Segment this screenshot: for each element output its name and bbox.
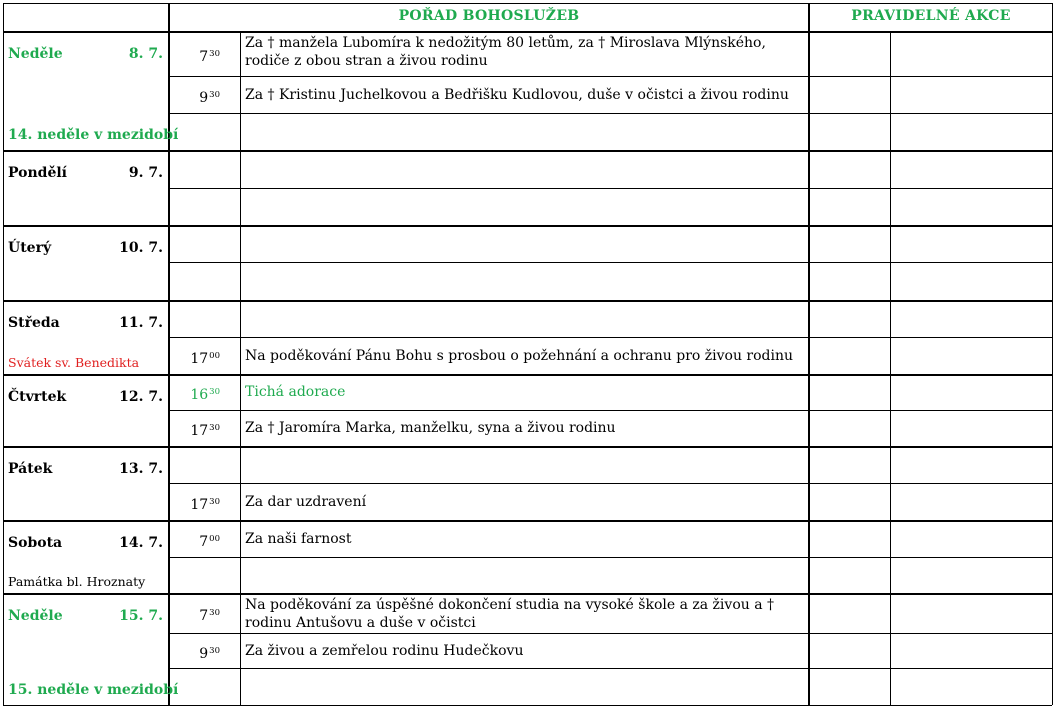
- day-name: Středa: [8, 315, 60, 331]
- day-date: 14. 7.: [119, 535, 163, 551]
- service-hour: 7: [199, 534, 209, 550]
- day-date: 10. 7.: [119, 240, 163, 256]
- service-intention: Za † Jaromíra Marka, manželku, syna a živou rodinu: [245, 420, 616, 436]
- service-minute: 30: [209, 608, 220, 618]
- day-separator: [3, 593, 1052, 595]
- grid-line-right: [1052, 3, 1053, 705]
- slot-separator: [168, 483, 1052, 484]
- day-separator: [3, 446, 1052, 448]
- service-minute: 30: [209, 49, 220, 59]
- grid-line-events-sub-col: [890, 31, 891, 705]
- service-hour: 9: [199, 646, 209, 662]
- service-hour: 9: [199, 90, 209, 106]
- day-date: 13. 7.: [119, 461, 163, 477]
- service-time: [180, 530, 220, 551]
- day-name: Úterý: [8, 240, 52, 256]
- grid-line-time-col: [240, 31, 241, 705]
- day-note: 15. neděle v mezidobí: [8, 682, 179, 698]
- day-separator: [3, 225, 1052, 227]
- service-time: [180, 86, 220, 107]
- day-name: Pátek: [8, 461, 53, 477]
- day-date: 11. 7.: [119, 315, 163, 331]
- slot-separator: [168, 557, 1052, 558]
- service-hour: 7: [199, 608, 209, 624]
- service-minute: 30: [209, 90, 220, 100]
- day-separator: [3, 31, 1052, 33]
- grid-line-top: [3, 3, 1052, 4]
- day-note: 14. neděle v mezidobí: [8, 127, 179, 143]
- service-minute: 30: [209, 497, 220, 507]
- slot-separator: [168, 76, 1052, 77]
- grid-line-day-col: [168, 3, 170, 705]
- service-hour: 17: [190, 497, 209, 513]
- service-intention: Na poděkování za úspěšné dokončení studia na vysoké škole a za živou a † rodinu Antušovu a duše v očistci: [245, 597, 775, 631]
- day-name: Čtvrtek: [8, 389, 67, 405]
- service-intention: Za dar uzdravení: [245, 494, 367, 510]
- service-time: [180, 383, 220, 404]
- day-separator: [3, 150, 1052, 152]
- day-date: 8. 7.: [128, 46, 163, 62]
- service-hour: 17: [190, 423, 209, 439]
- grid-line-bottom: [3, 705, 1052, 706]
- service-intention: Za † Kristinu Juchelkovou a Bedřišku Kudlovou, duše v očistci a živou rodinu: [245, 87, 789, 103]
- service-hour: 16: [190, 387, 209, 403]
- day-separator: [3, 300, 1052, 302]
- service-time: [180, 45, 220, 66]
- service-hour: 17: [190, 351, 209, 367]
- day-name: Neděle: [8, 46, 63, 62]
- day-name: Sobota: [8, 535, 63, 551]
- service-intention: Na poděkování Pánu Bohu s prosbou o požehnání a ochranu pro živou rodinu: [245, 348, 794, 364]
- service-time: [180, 604, 220, 625]
- slot-separator: [168, 410, 1052, 411]
- service-time: [180, 493, 220, 514]
- service-intention: Za živou a zemřelou rodinu Hudečkovu: [245, 643, 524, 659]
- day-separator: [3, 520, 1052, 522]
- day-separator: [3, 374, 1052, 376]
- events-header: PRAVIDELNÉ AKCE: [851, 8, 1011, 24]
- day-date: 15. 7.: [119, 608, 163, 624]
- service-minute: 00: [209, 351, 220, 361]
- service-minute: 30: [209, 387, 220, 397]
- service-intention: Za naši farnost: [245, 531, 352, 547]
- service-time: [180, 419, 220, 440]
- day-note: Svátek sv. Benedikta: [8, 355, 140, 370]
- service-minute: 00: [209, 534, 220, 544]
- service-time: [180, 347, 220, 368]
- day-name: Pondělí: [8, 165, 68, 181]
- grid-line-left: [3, 3, 4, 705]
- service-intention: Za † manžela Lubomíra k nedožitým 80 letům, za † Miroslava Mlýnského, rodiče z obou stran a živou rodinu: [245, 35, 766, 69]
- day-date: 9. 7.: [128, 165, 163, 181]
- slot-separator: [168, 188, 1052, 189]
- day-name: Neděle: [8, 608, 63, 624]
- day-note: Památka bl. Hroznaty: [8, 574, 146, 589]
- service-intention: Tichá adorace: [245, 384, 346, 400]
- slot-separator: [168, 113, 1052, 114]
- service-hour: 7: [199, 49, 209, 65]
- slot-separator: [168, 668, 1052, 669]
- service-time: [180, 642, 220, 663]
- slot-separator: [168, 337, 1052, 338]
- service-minute: 30: [209, 646, 220, 656]
- slot-separator: [168, 262, 1052, 263]
- services-header: POŘAD BOHOSLUŽEB: [398, 8, 580, 24]
- service-minute: 30: [209, 423, 220, 433]
- slot-separator: [168, 633, 1052, 634]
- day-date: 12. 7.: [119, 389, 163, 405]
- grid-line-events-col: [808, 3, 810, 705]
